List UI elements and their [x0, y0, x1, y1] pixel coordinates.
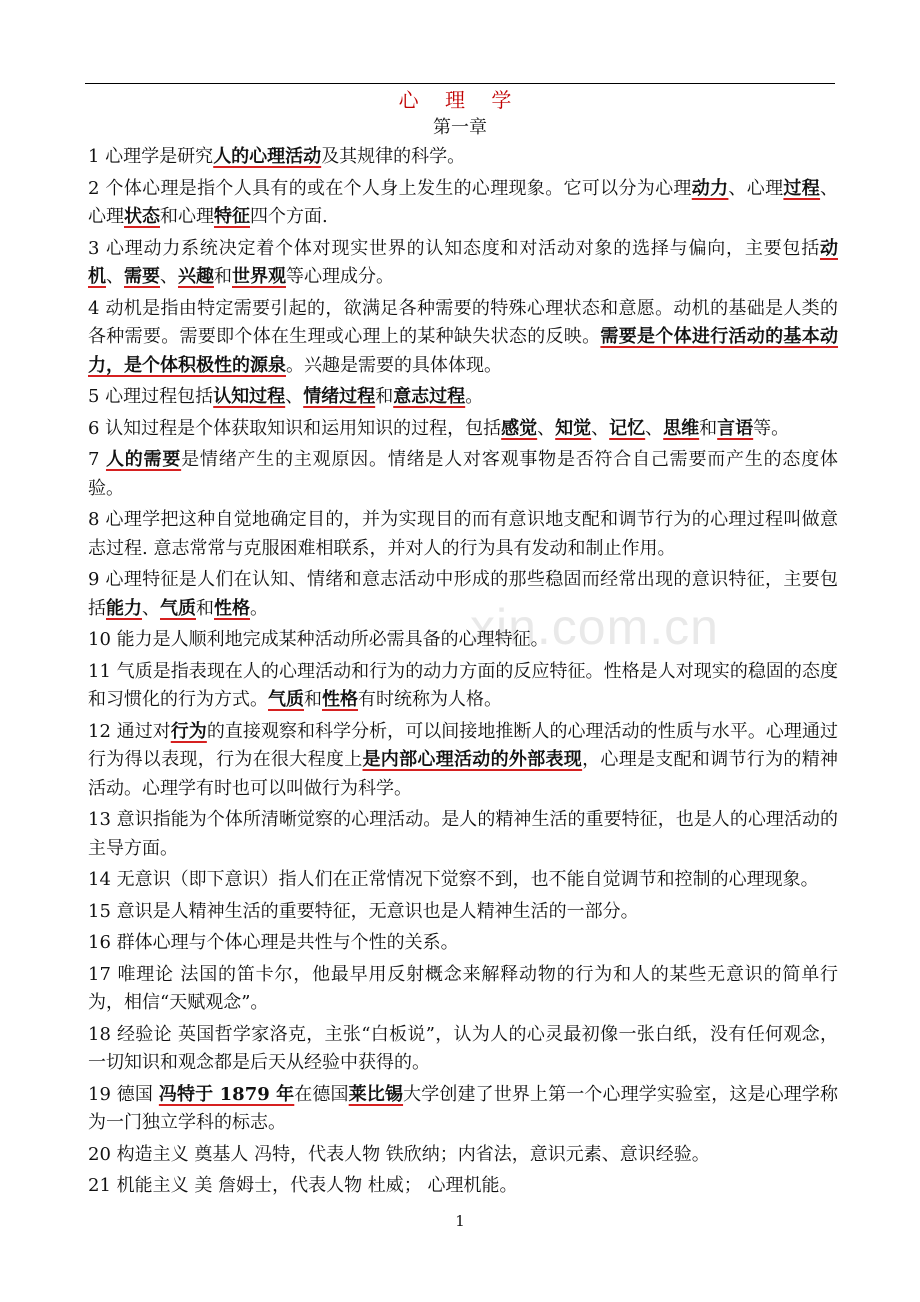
paragraph-13: [88, 806, 838, 863]
paragraph-18: [88, 1021, 838, 1078]
key-term: 特征: [214, 206, 250, 227]
text-run: 4 动机是指由特定需要引起的，欲满足各种需要的特殊心理状态和意愿。动机的基础是人类的各种需要。需要即个体在生理或心理上的某种缺失状态的反映。: [88, 297, 838, 347]
paragraph-20: [88, 1141, 838, 1170]
text-run: 、心理: [88, 177, 839, 227]
text-run: 17 唯理论 法国的笛卡尔，他最早用反射概念来解释动物的行为和人的某些无意识的简单行为，相信“天赋观念”。: [88, 963, 838, 1013]
key-term: 知觉: [555, 417, 592, 439]
text-run: 四个方面.: [250, 206, 328, 227]
text-run: 和心理: [160, 206, 214, 227]
text-run: 和: [304, 689, 322, 710]
paragraph-21: [88, 1172, 838, 1201]
paragraph-2: [88, 175, 838, 232]
paragraph-14: [88, 866, 838, 895]
key-term: 状态: [124, 206, 160, 227]
text-run: 是情绪产生的主观原因。情绪是人对客观事物是否符合自己需要而产生的态度体验。: [88, 449, 838, 499]
paragraph-17: [88, 961, 838, 1018]
text-run: 、: [106, 266, 124, 287]
paragraph-7: [88, 446, 838, 503]
paragraph-10: [88, 626, 838, 655]
key-term: 需要: [124, 266, 160, 287]
text-run: 。: [250, 597, 268, 619]
text-run: 、: [142, 597, 160, 619]
text-run: 13 意识指能为个体所清晰觉察的心理活动。是人的精神生活的重要特征，也是人的心理活动的主导方面。: [88, 809, 838, 859]
text-run: 3 心理动力系统决定着个体对现实世界的认知态度和对活动对象的选择与偏向，主要包括: [88, 237, 820, 259]
text-run: 15 意识是人精神生活的重要特征，无意识也是人精神生活的一部分。: [88, 900, 639, 922]
text-run: 和: [375, 386, 394, 407]
text-run: 12 通过对: [88, 720, 171, 742]
text-run: 、心理: [728, 177, 784, 199]
paragraph-1: [88, 143, 838, 172]
key-term: 性格: [322, 689, 358, 710]
text-run: 19 德国: [88, 1083, 159, 1105]
key-term: 性格: [214, 597, 250, 619]
text-run: 、: [160, 266, 178, 287]
document-body: [88, 143, 838, 1204]
text-run: 16 群体心理与个体心理是共性与个性的关系。: [88, 932, 459, 953]
key-term: 人的心理活动: [213, 146, 322, 167]
text-run: 大学创建了世界上第一个心理学实验室，这是心理学称为一门独立学科的标志。: [88, 1083, 839, 1133]
text-run: 。: [465, 386, 484, 407]
paragraph-19: [88, 1081, 838, 1138]
key-term: 世界观: [232, 266, 286, 287]
text-run: 等。: [753, 417, 790, 439]
text-run: 11 气质是指表现在人的心理活动和行为的动力方面的反应特征。性格是人对现实的稳固的态度和习惯化的行为方式。: [88, 660, 838, 710]
text-run: 2 个体心理是指个人具有的或在个人身上发生的心理现象。它可以分为心理: [88, 177, 692, 199]
text-run: 和: [699, 417, 718, 439]
key-term: 兴趣: [178, 266, 214, 287]
key-term: 冯特于 1879 年: [158, 1083, 295, 1105]
chapter-heading: 第一章: [433, 117, 487, 138]
paragraph-15: [88, 898, 838, 927]
key-term: 动力: [691, 177, 729, 199]
key-term: 是内部心理活动的外部表现: [362, 749, 583, 770]
text-run: 。兴趣是需要的具体体现。: [286, 354, 502, 376]
text-run: 在德国: [294, 1083, 349, 1105]
text-run: 21 机能主义 美 詹姆士，代表人物 杜威； 心理机能。: [88, 1175, 518, 1196]
key-term: 思维: [663, 417, 700, 439]
text-run: 6 认知过程是个体获取知识和运用知识的过程，包括: [88, 417, 502, 439]
paragraph-12: [88, 718, 838, 804]
text-run: 7: [88, 449, 106, 470]
paragraph-5: [88, 383, 838, 412]
text-run: 20 构造主义 奠基人 冯特，代表人物 铁欣纳；内省法，意识元素、意识经验。: [88, 1143, 710, 1165]
text-run: 1 心理学是研究: [88, 146, 214, 167]
key-term: 动机: [88, 237, 838, 287]
paragraph-3: [88, 235, 838, 292]
page-number: 1: [455, 1212, 465, 1230]
text-run: 、: [285, 386, 304, 407]
text-run: 9 心理特征是人们在认知、情绪和意志活动中形成的那些稳固而经常出现的意识特征，主要包括: [88, 569, 838, 619]
text-run: 有时统称为人格。: [358, 689, 502, 710]
paragraph-6: [88, 415, 838, 444]
key-term: 气质: [268, 689, 304, 710]
text-run: 8 心理学把这种自觉地确定目的，并为实现目的而有意识地支配和调节行为的心理过程叫做意志过程. 意志常常与克服困难相联系，并对人的行为具有发动和制止作用。: [88, 509, 838, 559]
key-term: 感觉: [501, 417, 538, 439]
key-term: 人的需要: [105, 449, 182, 470]
paragraph-9: [88, 566, 838, 623]
key-term: 过程: [783, 177, 821, 199]
text-run: 、: [537, 417, 556, 439]
text-run: 和: [196, 597, 214, 619]
key-term: 行为: [170, 720, 207, 742]
text-run: 14 无意识（即下意识）指人们在正常情况下觉察不到，也不能自觉调节和控制的心理现象。: [88, 869, 819, 890]
watermark: xin.com.cn: [470, 599, 719, 655]
key-term: 需要是个体进行活动的基本动力，是个体积极性的源泉: [88, 326, 839, 376]
text-run: 等心理成分。: [286, 266, 394, 287]
header-rule: [85, 83, 835, 84]
key-term: 认知过程: [213, 386, 286, 407]
text-run: 、: [645, 417, 664, 439]
paragraph-8: [88, 506, 838, 563]
key-term: 情绪过程: [303, 386, 376, 407]
text-run: 5 心理过程包括: [88, 386, 214, 407]
key-term: 能力: [106, 597, 142, 619]
text-run: ，心理是支配和调节行为的精神活动。心理学有时也可以叫做行为科学。: [88, 749, 839, 799]
key-term: 莱比锡: [348, 1083, 404, 1105]
key-term: 言语: [717, 417, 754, 439]
text-run: 及其规律的科学。: [321, 146, 466, 167]
text-run: 的直接观察和科学分析，可以间接地推断人的心理活动的性质与水平。心理通过行为得以表现，行为在很大程度上: [88, 720, 838, 770]
key-term: 气质: [160, 597, 196, 619]
text-run: 和: [214, 266, 232, 287]
paragraph-4: [88, 295, 838, 381]
key-term: 意志过程: [393, 386, 466, 407]
paragraph-11: [88, 658, 838, 715]
document-title: 心 理 学: [398, 88, 522, 112]
paragraph-16: [88, 929, 838, 958]
key-term: 记忆: [609, 417, 646, 439]
text-run: 18 经验论 英国哲学家洛克，主张“白板说”，认为人的心灵最初像一张白纸，没有任何观念，一切知识和观念都是后天从经验中获得的。: [88, 1023, 838, 1073]
text-run: 10 能力是人顺利地完成某种活动所必需具备的心理特征。: [88, 629, 549, 650]
text-run: 、: [591, 417, 610, 439]
